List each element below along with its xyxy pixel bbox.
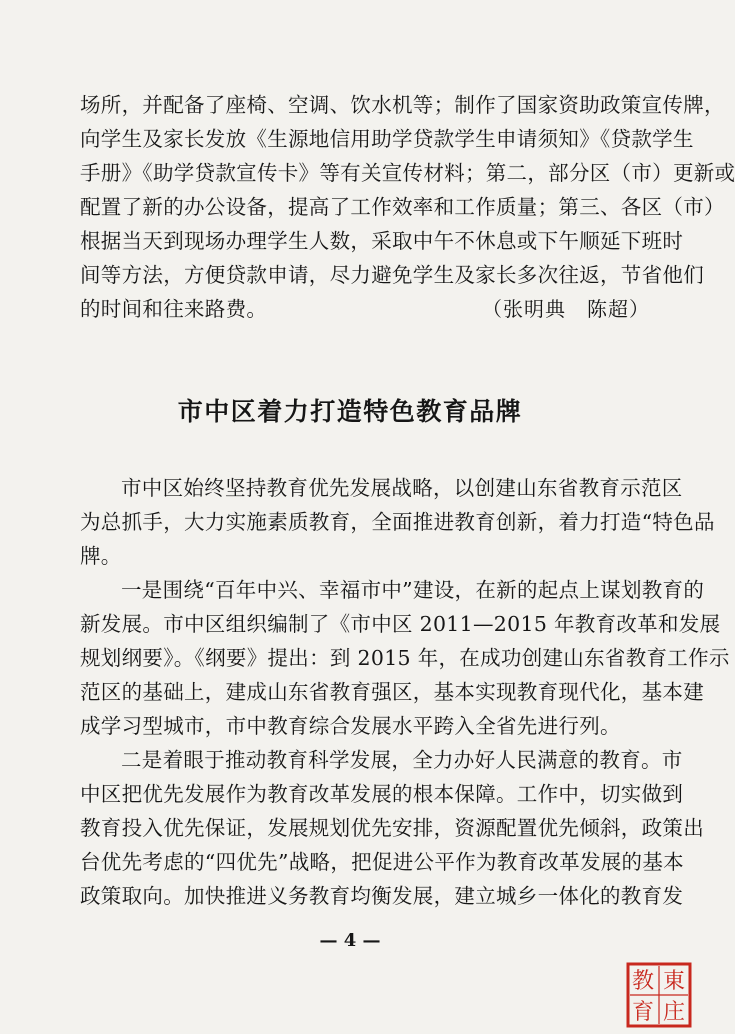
seal-char: 庄 xyxy=(662,1000,686,1025)
text-line: 新发展。市中区组织编制了《市中区 2011—2015 年教育改革和发展 xyxy=(80,612,721,636)
text-line: 台优先考虑的“四优先”战略，把促进公平作为教育改革发展的基本 xyxy=(80,850,684,874)
text-line: 市中区始终坚持教育优先发展战略，以创建山东省教育示范区 xyxy=(121,476,683,500)
text-line: 配置了新的办公设备，提高了工作效率和工作质量；第三、各区（市） xyxy=(80,195,725,219)
seal-char: 教 xyxy=(631,969,655,994)
page-number: — 4 — xyxy=(319,930,381,951)
seal-char: 育 xyxy=(631,1000,655,1025)
text-line: 教育投入优先保证，发展规划优先安排，资源配置优先倾斜，政策出 xyxy=(80,816,704,840)
paragraph-2 xyxy=(80,573,730,743)
text-line: 范区的基础上，建成山东省教育强区，基本实现教育现代化，基本建 xyxy=(80,680,704,704)
seal-char: 東 xyxy=(662,969,686,994)
seal-stamp-icon xyxy=(626,962,692,1028)
article-title: 市中区着力打造特色教育品牌 xyxy=(177,397,523,426)
text-line: 手册》《助学贷款宣传卡》等有关宣传材料；第二，部分区（市）更新或 xyxy=(80,161,735,185)
text-line: 政策取向。加快推进义务教育均衡发展，建立城乡一体化的教育发 xyxy=(80,884,684,908)
text-line: 一是围绕“百年中兴、幸福市中”建设，在新的起点上谋划教育的 xyxy=(121,578,705,602)
text-line: 场所，并配备了座椅、空调、饮水机等；制作了国家资助政策宣传牌， xyxy=(80,93,725,117)
text-line: 二是着眼于推动教育科学发展，全力办好人民满意的教育。市 xyxy=(121,748,683,772)
text-line: 牌。 xyxy=(80,544,122,568)
text-line: 为总抓手，大力实施素质教育，全面推进教育创新，着力打造“特色品 xyxy=(80,510,715,534)
text-line: 中区把优先发展作为教育改革发展的根本保障。工作中，切实做到 xyxy=(80,782,684,806)
paragraph-1 xyxy=(80,471,715,573)
text-line: 间等方法，方便贷款申请，尽力避免学生及家长多次往返，节省他们 xyxy=(80,263,704,287)
text-line-with-author xyxy=(80,292,650,326)
text-line: 的时间和往来路费。 xyxy=(80,297,268,321)
continuation-text xyxy=(80,88,735,326)
text-line: 根据当天到现场办理学生人数，采取中午不休息或下午顺延下班时 xyxy=(80,229,684,253)
paragraph-3 xyxy=(80,743,704,913)
text-line: 成学习型城市，市中教育综合发展水平跨入全省先进行列。 xyxy=(80,714,621,738)
text-line: 规划纲要》。《纲要》提出：到 2015 年，在成功创建山东省教育工作示 xyxy=(80,646,730,670)
author-attribution: （张明典 陈超） xyxy=(482,297,650,321)
text-line: 向学生及家长发放《生源地信用助学贷款学生申请须知》《贷款学生 xyxy=(80,127,694,151)
